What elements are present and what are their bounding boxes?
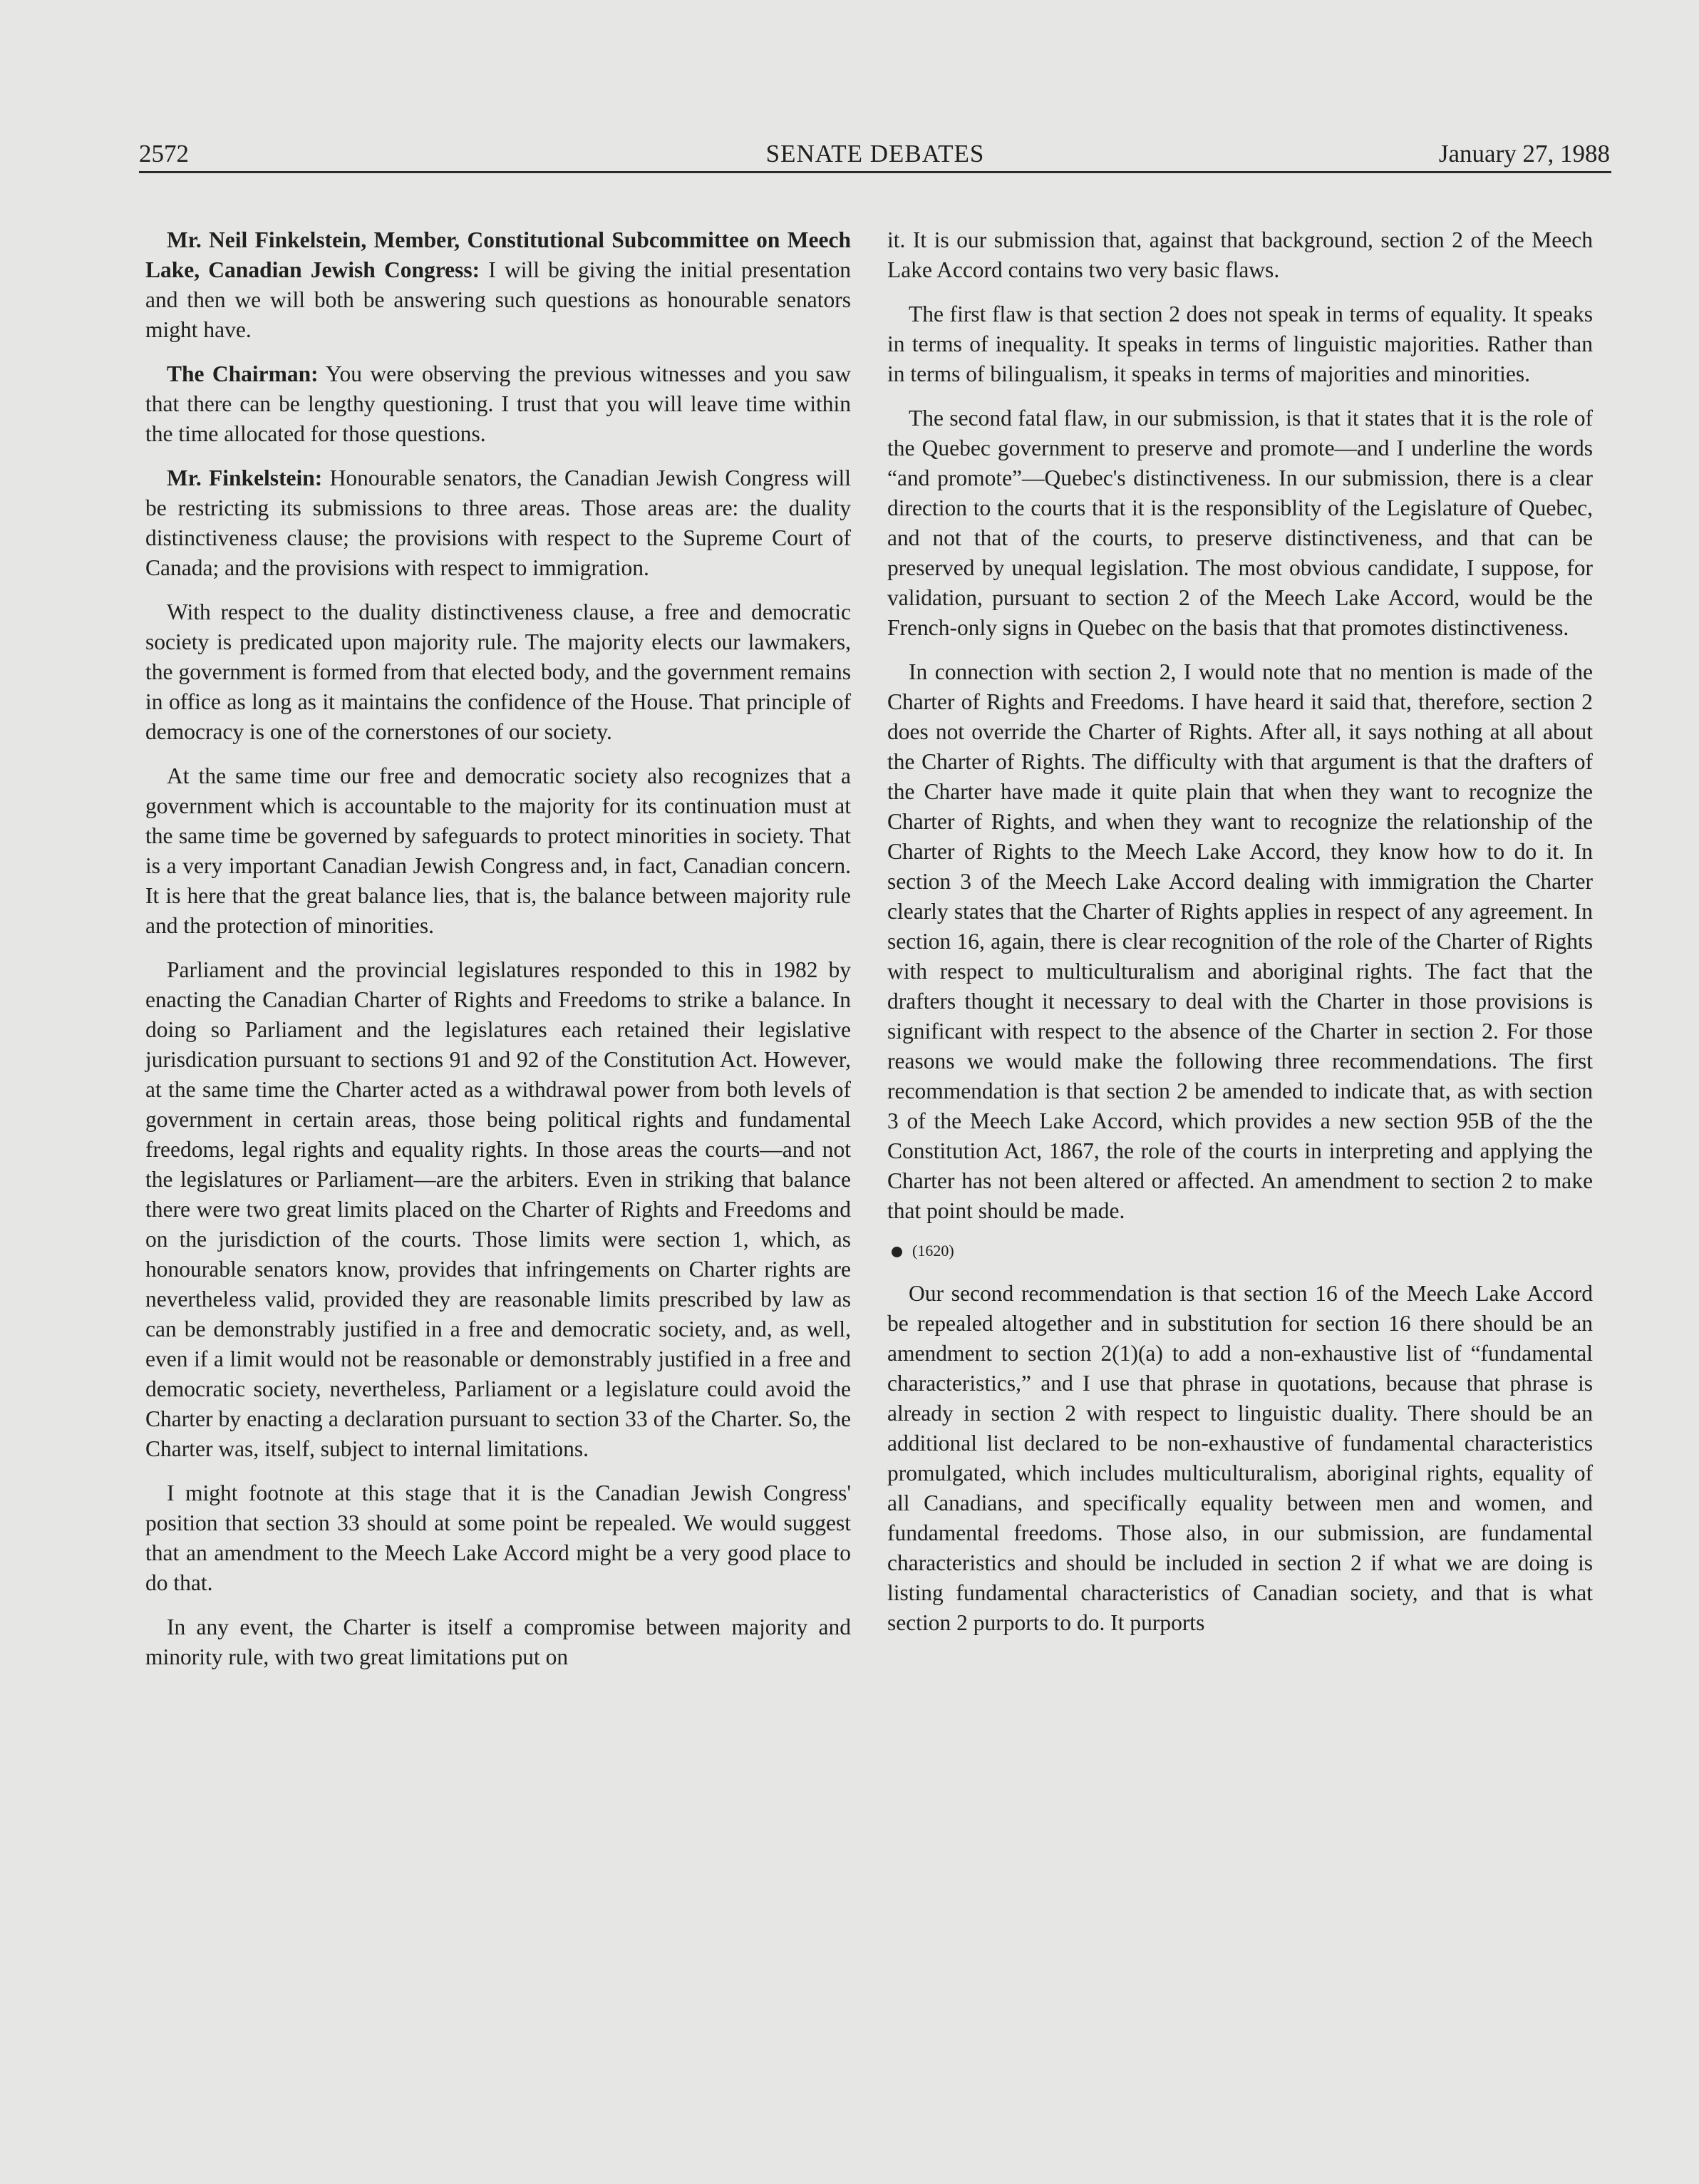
paragraph: In any event, the Charter is itself a compromise between majority and minority rule, with two great limitations put on bbox=[145, 1614, 851, 1669]
page-number: 2572 bbox=[139, 140, 189, 168]
paragraph: it. It is our submission that, against that background, section 2 of the Meech Lake Accord contains two very basic flaws. bbox=[887, 227, 1593, 282]
paragraph: The first flaw is that section 2 does not speak in terms of equality. It speaks in terms of inequality. It speaks in terms of linguistic majorities. Rather than in terms of bilingualism, it speaks in terms of majorities and minorities. bbox=[887, 302, 1593, 386]
paragraph: Our second recommendation is that section 16 of the Meech Lake Accord be repealed altogether and in substitution for section 16 there should be an amendment to section 2(1)(a) to add a non-exhaustive list of “fundamental characteristics,” and I use that phrase in quotations, because that phrase is already in section 2 with respect to linguistic duality. There should be an additional list declared to be non-exhaustive of fundamental characteristics promulgated, which includes multiculturalism, aboriginal rights, equality of all Canadians, and specifically equality between men and women, and fundamental freedoms. Those also, in our submission, are fundamental characteristics and should be included in section 2 if what we are doing is listing fundamental characteristics of Canadian society, and that is what section 2 purports to do. It purports bbox=[887, 1281, 1593, 1635]
speech-text: I will be giving the initial presentation and then we will both be answering such questions as honourable senators might have. bbox=[145, 257, 851, 342]
left-column bbox=[145, 225, 851, 1686]
paragraph: The second fatal flaw, in our submission, is that it states that it is the role of the Quebec government to preserve and promote—and I underline the words “and promote”—Quebec's distinctiveness. In our submission, there is a clear direction to the courts that it is the responsiblity of the Legislature of Quebec, and not that of the courts, to preserve distinctiveness, and that can be preserved by unequal legislation. The most obvious candidate, I suppose, for validation, pursuant to section 2 of the Meech Lake Accord, would be the French-only signs in Quebec on the basis that that promotes distinctiveness. bbox=[887, 406, 1593, 640]
paragraph bbox=[145, 359, 851, 449]
speech-text: You were observing the previous witnesses and you saw that there can be lengthy questioning. I trust that you will leave time within the time allocated for those questions. bbox=[145, 361, 851, 446]
publication-date: January 27, 1988 bbox=[1438, 140, 1610, 168]
paragraph bbox=[145, 225, 851, 345]
time-marker-text: (1620) bbox=[912, 1242, 954, 1260]
paragraph: In connection with section 2, I would note that no mention is made of the Charter of Rights and Freedoms. I have heard it said that, therefore, section 2 does not override the Charter of Rights. After all, it says nothing at all about the Charter of Rights. The difficulty with that argument is that the drafters of the Charter have made it quite plain that when they want to recognize the Charter of Rights, and when they want to recognize the relationship of the Charter of Rights to the Meech Lake Accord, they know how to do it. In section 3 of the Meech Lake Accord dealing with immigration the Charter clearly states that the Charter of Rights applies in respect of any agreement. In section 16, again, there is clear recognition of the role of the Charter of Rights with respect to multiculturalism and aboriginal rights. The fact that the drafters thought it necessary to deal with the Charter in those provisions is significant with respect to the absence of the Charter in section 2. For those reasons we would make the following three recommendations. The first recommendation is that section 2 be amended to indicate that, as with section 3 of the Meech Lake Accord, which provides a new section 95B of the the Constitution Act, 1867, the role of the courts in interpreting and applying the Charter has not been altered or affected. An amendment to section 2 to make that point should be made. bbox=[887, 659, 1593, 1223]
speaker-name: Mr. Finkelstein: bbox=[167, 465, 323, 490]
bullet-icon bbox=[892, 1247, 902, 1257]
right-column bbox=[887, 225, 1593, 1652]
paragraph: At the same time our free and democratic society also recognizes that a government which is accountable to the majority for its continuation must at the same time be governed by safeguards to protect minorities in society. That is a very important Canadian Jewish Congress and, in fact, Canadian concern. It is here that the great balance lies, that is, the balance between majority rule and the protection of minorities. bbox=[145, 763, 851, 938]
paragraph: I might footnote at this stage that it is the Canadian Jewish Congress' position that section 33 should at some point be repealed. We would suggest that an amendment to the Meech Lake Accord might be a very good place to do that. bbox=[145, 1480, 851, 1595]
speaker-name: Mr. Neil Finkelstein, Member, Constitutional Subcommittee on Meech Lake, Canadian Jewish Congress: bbox=[145, 227, 851, 282]
publication-title: SENATE DEBATES bbox=[765, 140, 985, 168]
page-header bbox=[139, 140, 1611, 173]
paragraph: With respect to the duality distinctiveness clause, a free and democratic society is predicated upon majority rule. The majority elects our lawmakers, the government is formed from that elected body, and the government remains in office as long as it maintains the confidence of the House. That principle of democracy is one of the cornerstones of our society. bbox=[145, 599, 851, 744]
speaker-name: The Chairman: bbox=[167, 361, 319, 386]
paragraph bbox=[145, 463, 851, 583]
time-marker bbox=[887, 1240, 1593, 1262]
paragraph: Parliament and the provincial legislatures responded to this in 1982 by enacting the Canadian Charter of Rights and Freedoms to strike a balance. In doing so Parliament and the legislatures each retained their legislative jurisdication pursuant to sections 91 and 92 of the Constitution Act. However, at the same time the Charter acted as a withdrawal power from both levels of government in certain areas, those being political rights and fundamental freedoms, legal rights and equality rights. In those areas the courts—and not the legislatures or Parliament—are the arbiters. Even in striking that balance there were two great limits placed on the Charter of Rights and Freedoms and on the jurisdiction of the courts. Those limits were section 1, which, as honourable senators know, provides that infringements on Charter rights are nevertheless valid, provided they are reasonable limits prescribed by law as can be demonstrably justified in a free and democratic society, and, as well, even if a limit would not be reasonable or demonstrably justified in a free and democratic society, nevertheless, Parliament or a legislature could avoid the Charter by enacting a declaration pursuant to section 33 of the Charter. So, the Charter was, itself, subject to internal limitations. bbox=[145, 957, 851, 1461]
speech-text: Honourable senators, the Canadian Jewish Congress will be restricting its submissions to three areas. Those areas are: the duality distinctiveness clause; the provisions with respect to the Supreme Court of Canada; and the provisions with respect to immigration. bbox=[145, 465, 851, 580]
